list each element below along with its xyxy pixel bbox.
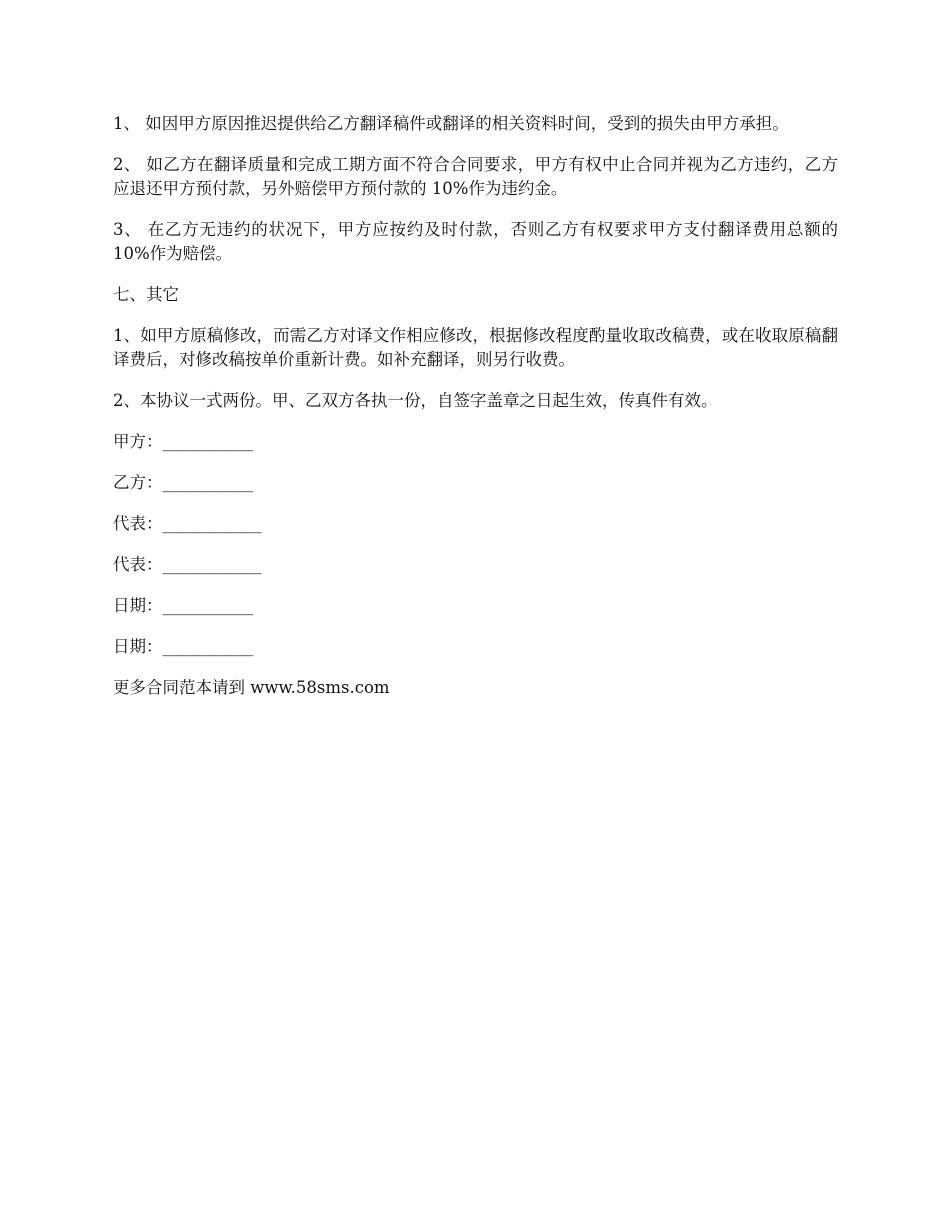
document-page xyxy=(113,112,838,717)
footer-link-text: 更多合同范本请到 www.58sms.com xyxy=(113,678,390,697)
signature-field-representative-a: 代表：____________ xyxy=(113,514,262,533)
clause-paragraph: 2、 如乙方在翻译质量和完成工期方面不符合合同要求，甲方有权中止合同并视为乙方违约，乙方应退还甲方预付款，另外赔偿甲方预付款的 10%作为违约金。 xyxy=(113,155,838,198)
signature-field-representative-b: 代表：____________ xyxy=(113,555,262,574)
signature-field-date-b: 日期：___________ xyxy=(113,637,254,656)
other-clause-paragraph: 1、如甲方原稿修改，而需乙方对译文作相应修改，根据修改程度酌量收取改稿费，或在收取原稿翻译费后，对修改稿按单价重新计费。如补充翻译，则另行收费。 xyxy=(113,326,838,369)
clause-paragraph: 1、 如因甲方原因推迟提供给乙方翻译稿件或翻译的相关资料时间，受到的损失由甲方承担。 xyxy=(113,114,789,133)
signature-field-party-a: 甲方：___________ xyxy=(113,432,254,451)
other-clause-paragraph: 2、本协议一式两份。甲、乙双方各执一份，自签字盖章之日起生效，传真件有效。 xyxy=(113,391,718,410)
signature-field-party-b: 乙方：___________ xyxy=(113,473,254,492)
section-heading: 七、其它 xyxy=(113,285,179,304)
clause-paragraph: 3、 在乙方无违约的状况下，甲方应按约及时付款，否则乙方有权要求甲方支付翻译费用总额的 10%作为赔偿。 xyxy=(113,220,838,263)
signature-field-date-a: 日期：___________ xyxy=(113,596,254,615)
